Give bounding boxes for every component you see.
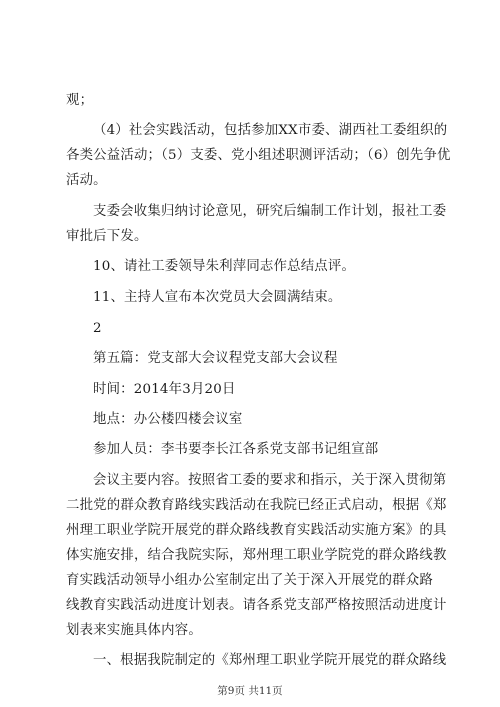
meeting-location: 地点：办公楼四楼会议室 bbox=[93, 412, 243, 427]
page-footer: 第9页 共11页 bbox=[217, 685, 283, 697]
page-number-text: 2 bbox=[93, 321, 102, 336]
text-line: 10、请社工委领导朱利萍同志作总结点评。 bbox=[93, 259, 356, 274]
text-line: 各类公益活动；（5）支委、党小组述职测评活动；（6）创先争优 bbox=[66, 148, 451, 163]
text-line: （4）社会实践活动，包括参加XX市委、湖西社工委组织的 bbox=[93, 123, 448, 138]
text-line: 观； bbox=[66, 93, 94, 108]
text-line: 二批党的群众教育路线实践活动在我院已经正式启动，根据《郑 bbox=[66, 498, 447, 513]
text-line: 体实施安排，结合我院实际，郑州理工职业学院党的群众路线教 bbox=[66, 548, 447, 563]
text-line: 一、根据我院制定的《郑州理工职业学院开展党的群众路线 bbox=[93, 653, 447, 668]
text-line: 审批后下发。 bbox=[66, 229, 148, 244]
text-line: 会议主要内容。按照省工委的要求和指示，关于深入贯彻第 bbox=[93, 473, 447, 488]
text-line: 育实践活动领导小组办公室制定出了关于深入开展党的群众路 bbox=[66, 573, 433, 588]
text-line: 活动。 bbox=[66, 173, 107, 188]
section-heading: 第五篇：党支部大会议程党支部大会议程 bbox=[93, 351, 338, 366]
text-line: 划表来实施具体内容。 bbox=[66, 623, 202, 638]
text-line: 州理工职业学院开展党的群众路线教育实践活动实施方案》的具 bbox=[66, 523, 447, 538]
meeting-attendees: 参加人员：李书要李长江各系党支部书记组宣部 bbox=[93, 442, 379, 457]
text-line: 11、主持人宣布本次党员大会圆满结束。 bbox=[93, 290, 342, 305]
text-line: 支委会收集归纳讨论意见，研究后编制工作计划，报社工委 bbox=[93, 204, 447, 219]
text-line: 线教育实践活动进度计划表。请各系党支部严格按照活动进度计 bbox=[66, 598, 447, 613]
meeting-time: 时间：2014年3月20日 bbox=[93, 382, 236, 397]
